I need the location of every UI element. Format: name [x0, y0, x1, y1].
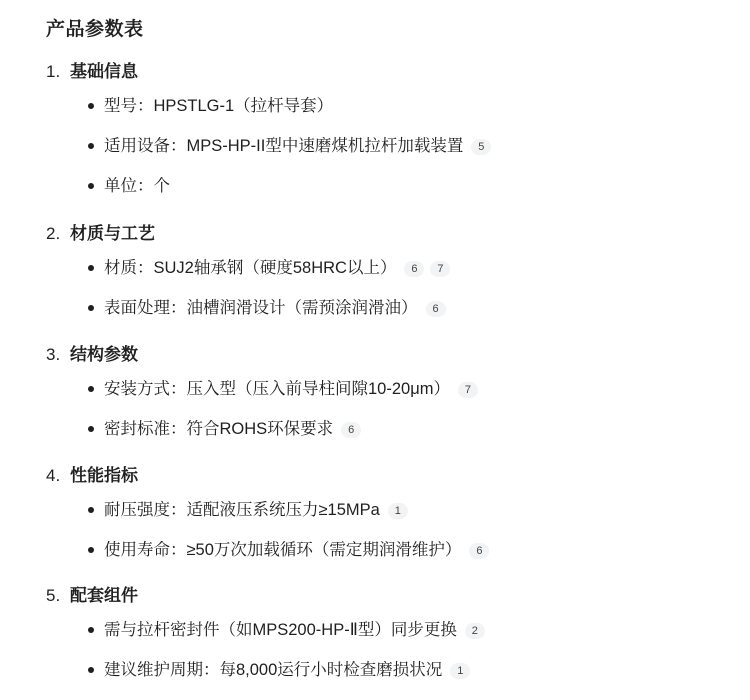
section-structure	[46, 341, 478, 449]
bullet-icon	[88, 507, 94, 513]
item-text: 单位：个	[104, 177, 170, 195]
bullet-icon	[88, 426, 94, 432]
section-material	[46, 220, 450, 328]
bullet-list	[46, 610, 485, 690]
citation-badge[interactable]: 6	[426, 301, 446, 317]
item-text: 型号：HPSTLG-1（拉杆导套）	[104, 97, 334, 115]
citation-badge[interactable]: 6	[469, 543, 489, 559]
section-performance	[46, 462, 489, 570]
item-text: 耐压强度：适配液压系统压力≥15MPa	[104, 501, 380, 519]
section-number: 2.	[46, 224, 61, 243]
section-heading	[46, 341, 478, 369]
item-text: 材质：SUJ2轴承钢（硬度58HRC以上）	[104, 259, 397, 277]
page-title: 产品参数表	[46, 19, 144, 40]
item-text: 表面处理：油槽润滑设计（需预涂润滑油）	[104, 299, 418, 317]
citation-badge[interactable]: 7	[458, 382, 478, 398]
item-text: 需与拉杆密封件（如MPS200-HP-Ⅱ型）同步更换	[104, 621, 457, 639]
list-item	[46, 530, 489, 570]
section-title: 基础信息	[70, 62, 138, 81]
section-heading	[46, 58, 491, 86]
citation-badge[interactable]: 7	[430, 261, 450, 277]
citation-badge[interactable]: 6	[341, 422, 361, 438]
section-number: 5.	[46, 586, 61, 605]
list-item	[46, 409, 478, 449]
item-text: 密封标准：符合ROHS环保要求	[104, 420, 334, 438]
citation-badge[interactable]: 1	[388, 503, 408, 519]
list-item	[46, 369, 478, 409]
list-item	[46, 610, 485, 650]
list-item	[46, 650, 485, 690]
list-item	[46, 166, 491, 206]
bullet-icon	[88, 547, 94, 553]
citation-badge[interactable]: 1	[450, 663, 470, 679]
item-text: 适用设备：MPS-HP-II型中速磨煤机拉杆加载装置	[104, 137, 464, 155]
bullet-list	[46, 248, 450, 328]
section-heading	[46, 220, 450, 248]
list-item	[46, 288, 450, 328]
bullet-icon	[88, 627, 94, 633]
section-number: 1.	[46, 62, 61, 81]
item-text: 建议维护周期：每8,000运行小时检查磨损状况	[104, 661, 443, 679]
list-item	[46, 126, 491, 166]
section-title: 配套组件	[70, 586, 138, 605]
section-heading	[46, 582, 485, 610]
section-title: 结构参数	[70, 345, 138, 364]
bullet-icon	[88, 143, 94, 149]
bullet-list	[46, 86, 491, 206]
section-number: 4.	[46, 466, 61, 485]
citation-badge[interactable]: 5	[471, 139, 491, 155]
bullet-icon	[88, 183, 94, 189]
bullet-icon	[88, 667, 94, 673]
list-item	[46, 86, 491, 126]
bullet-list	[46, 490, 489, 570]
list-item	[46, 248, 450, 288]
section-heading	[46, 462, 489, 490]
bullet-icon	[88, 265, 94, 271]
bullet-icon	[88, 386, 94, 392]
section-number: 3.	[46, 345, 61, 364]
section-title: 性能指标	[70, 466, 138, 485]
bullet-icon	[88, 103, 94, 109]
section-title: 材质与工艺	[70, 224, 155, 243]
list-item	[46, 490, 489, 530]
bullet-icon	[88, 305, 94, 311]
section-components	[46, 582, 485, 690]
item-text: 使用寿命：≥50万次加载循环（需定期润滑维护）	[104, 541, 462, 559]
citation-badge[interactable]: 2	[465, 623, 485, 639]
item-text: 安装方式：压入型（压入前导柱间隙10-20μm）	[104, 380, 450, 398]
bullet-list	[46, 369, 478, 449]
section-basic-info	[46, 58, 491, 206]
citation-badge[interactable]: 6	[404, 261, 424, 277]
